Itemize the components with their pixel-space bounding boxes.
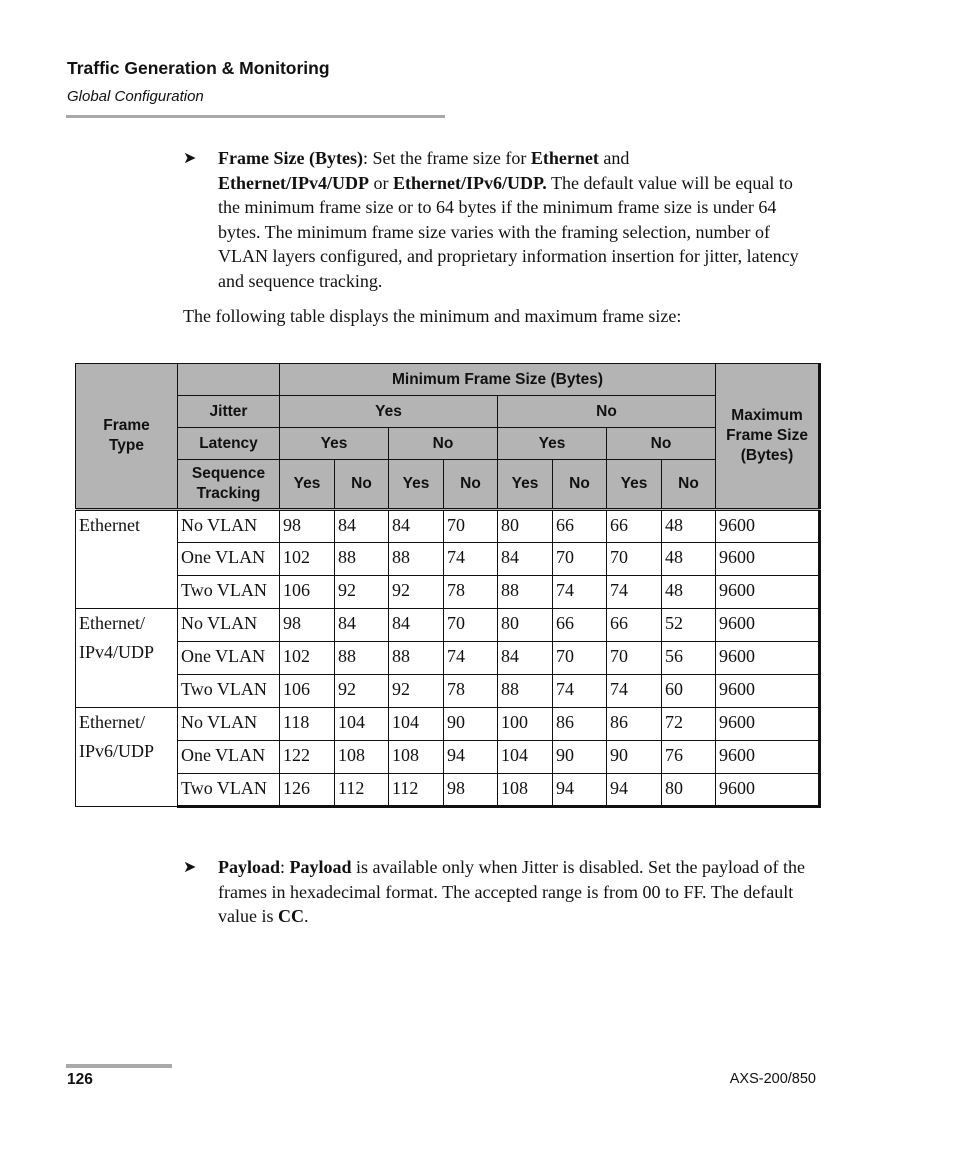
vlan-cell: One VLAN bbox=[178, 543, 280, 576]
value-cell: 80 bbox=[498, 510, 553, 543]
max-cell: 9600 bbox=[716, 708, 820, 741]
frame-type-cell: Ethernet bbox=[76, 510, 178, 609]
footer-rule bbox=[66, 1064, 172, 1068]
value-cell: 102 bbox=[280, 543, 335, 576]
max-cell: 9600 bbox=[716, 543, 820, 576]
value-cell: 84 bbox=[498, 642, 553, 675]
value-cell: 90 bbox=[607, 741, 662, 774]
jitter-label: Jitter bbox=[178, 396, 280, 428]
value-cell: 90 bbox=[444, 708, 498, 741]
latency-value: Yes bbox=[498, 428, 607, 460]
latency-value: No bbox=[607, 428, 716, 460]
value-cell: 66 bbox=[607, 609, 662, 642]
value-cell: 106 bbox=[280, 675, 335, 708]
header-rule bbox=[66, 115, 445, 118]
value-cell: 94 bbox=[553, 774, 607, 807]
value-cell: 70 bbox=[607, 642, 662, 675]
vlan-cell: No VLAN bbox=[178, 708, 280, 741]
frame-size-bullet bbox=[183, 146, 818, 294]
sequence-tracking-label: Sequence Tracking bbox=[178, 460, 280, 510]
value-cell: 76 bbox=[662, 741, 716, 774]
vlan-cell: No VLAN bbox=[178, 510, 280, 543]
seq-value: No bbox=[335, 460, 389, 510]
table-row bbox=[76, 741, 820, 774]
vlan-cell: One VLAN bbox=[178, 642, 280, 675]
frame-type-cell: Ethernet/ IPv6/UDP bbox=[76, 708, 178, 807]
value-cell: 94 bbox=[607, 774, 662, 807]
value-cell: 52 bbox=[662, 609, 716, 642]
value-cell: 70 bbox=[444, 510, 498, 543]
value-cell: 118 bbox=[280, 708, 335, 741]
value-cell: 70 bbox=[607, 543, 662, 576]
seq-value: No bbox=[444, 460, 498, 510]
value-cell: 70 bbox=[444, 609, 498, 642]
table-row bbox=[76, 642, 820, 675]
frame-type-header: Frame Type bbox=[76, 364, 178, 510]
vlan-cell: Two VLAN bbox=[178, 774, 280, 807]
value-cell: 108 bbox=[389, 741, 444, 774]
payload-bullet bbox=[183, 855, 818, 929]
value-cell: 106 bbox=[280, 576, 335, 609]
max-cell: 9600 bbox=[716, 741, 820, 774]
value-cell: 122 bbox=[280, 741, 335, 774]
value-cell: 84 bbox=[498, 543, 553, 576]
term: Frame Size (Bytes) bbox=[218, 148, 363, 168]
value-cell: 88 bbox=[389, 642, 444, 675]
frame-size-table bbox=[75, 363, 821, 808]
latency-label: Latency bbox=[178, 428, 280, 460]
vlan-cell: One VLAN bbox=[178, 741, 280, 774]
vlan-cell: Two VLAN bbox=[178, 576, 280, 609]
max-cell: 9600 bbox=[716, 774, 820, 807]
table-row bbox=[76, 609, 820, 642]
value-cell: 74 bbox=[607, 576, 662, 609]
running-header-title: Traffic Generation & Monitoring bbox=[67, 58, 330, 78]
value-cell: 98 bbox=[280, 510, 335, 543]
page-number: 126 bbox=[67, 1071, 93, 1088]
table-row bbox=[76, 774, 820, 807]
table-row bbox=[76, 675, 820, 708]
value-cell: 92 bbox=[389, 576, 444, 609]
value-cell: 84 bbox=[335, 510, 389, 543]
value-cell: 92 bbox=[335, 576, 389, 609]
value-cell: 74 bbox=[444, 543, 498, 576]
term: Payload bbox=[218, 857, 281, 877]
max-frame-size-header: Maximum Frame Size (Bytes) bbox=[716, 364, 820, 510]
value-cell: 94 bbox=[444, 741, 498, 774]
seq-value: No bbox=[553, 460, 607, 510]
latency-value: No bbox=[389, 428, 498, 460]
value-cell: 98 bbox=[280, 609, 335, 642]
value-cell: 90 bbox=[553, 741, 607, 774]
value-cell: 104 bbox=[389, 708, 444, 741]
value-cell: 126 bbox=[280, 774, 335, 807]
value-cell: 78 bbox=[444, 576, 498, 609]
value-cell: 66 bbox=[607, 510, 662, 543]
value-cell: 60 bbox=[662, 675, 716, 708]
max-cell: 9600 bbox=[716, 510, 820, 543]
jitter-value: No bbox=[498, 396, 716, 428]
frame-type-cell: Ethernet/ IPv4/UDP bbox=[76, 609, 178, 708]
value-cell: 102 bbox=[280, 642, 335, 675]
seq-value: Yes bbox=[607, 460, 662, 510]
value-cell: 48 bbox=[662, 510, 716, 543]
value-cell: 108 bbox=[498, 774, 553, 807]
payload-paragraph: Payload: Payload is available only when Jitter is disabled. Set the payload of the frames in hexadecimal format. The accepted range is from 00 to FF. The default value is CC. bbox=[218, 857, 805, 927]
value-cell: 88 bbox=[335, 642, 389, 675]
value-cell: 78 bbox=[444, 675, 498, 708]
value-cell: 88 bbox=[498, 675, 553, 708]
value-cell: 104 bbox=[498, 741, 553, 774]
value-cell: 74 bbox=[607, 675, 662, 708]
value-cell: 80 bbox=[662, 774, 716, 807]
value-cell: 112 bbox=[335, 774, 389, 807]
table-body bbox=[76, 510, 820, 807]
vlan-cell: Two VLAN bbox=[178, 675, 280, 708]
table-intro-text: The following table displays the minimum and maximum frame size: bbox=[183, 306, 682, 326]
value-cell: 74 bbox=[444, 642, 498, 675]
max-cell: 9600 bbox=[716, 576, 820, 609]
value-cell: 98 bbox=[444, 774, 498, 807]
frame-size-paragraph: Frame Size (Bytes): Set the frame size for Ethernet and Ethernet/IPv4/UDP or Ethernet/IPv6/UDP. The default value will be equal to the minimum frame size or to 64 bytes if the minimum frame size is under 64 bytes. The minimum frame size varies with the framing selection, number of VLAN layers configured, and proprietary information insertion for jitter, latency and sequence tracking. bbox=[218, 148, 799, 291]
value-cell: 70 bbox=[553, 543, 607, 576]
bullet-arrow-icon: ➤ bbox=[183, 148, 197, 167]
seq-value: Yes bbox=[280, 460, 335, 510]
seq-value: Yes bbox=[389, 460, 444, 510]
latency-value: Yes bbox=[280, 428, 389, 460]
value-cell: 56 bbox=[662, 642, 716, 675]
value-cell: 66 bbox=[553, 609, 607, 642]
value-cell: 92 bbox=[389, 675, 444, 708]
value-cell: 112 bbox=[389, 774, 444, 807]
value-cell: 74 bbox=[553, 576, 607, 609]
value-cell: 88 bbox=[498, 576, 553, 609]
table-row bbox=[76, 708, 820, 741]
value-cell: 48 bbox=[662, 576, 716, 609]
jitter-value: Yes bbox=[280, 396, 498, 428]
min-frame-size-header: Minimum Frame Size (Bytes) bbox=[280, 364, 716, 396]
value-cell: 88 bbox=[389, 543, 444, 576]
value-cell: 108 bbox=[335, 741, 389, 774]
max-cell: 9600 bbox=[716, 642, 820, 675]
value-cell: 84 bbox=[389, 609, 444, 642]
max-cell: 9600 bbox=[716, 609, 820, 642]
seq-value: Yes bbox=[498, 460, 553, 510]
value-cell: 104 bbox=[335, 708, 389, 741]
value-cell: 84 bbox=[389, 510, 444, 543]
value-cell: 86 bbox=[553, 708, 607, 741]
value-cell: 48 bbox=[662, 543, 716, 576]
product-name: AXS-200/850 bbox=[729, 1071, 816, 1087]
value-cell: 92 bbox=[335, 675, 389, 708]
table-header bbox=[76, 364, 820, 510]
vlan-cell: No VLAN bbox=[178, 609, 280, 642]
value-cell: 100 bbox=[498, 708, 553, 741]
table-row bbox=[76, 510, 820, 543]
header-blank-cell bbox=[178, 364, 280, 396]
table-row bbox=[76, 543, 820, 576]
seq-value: No bbox=[662, 460, 716, 510]
table-row bbox=[76, 576, 820, 609]
max-cell: 9600 bbox=[716, 675, 820, 708]
value-cell: 88 bbox=[335, 543, 389, 576]
bullet-arrow-icon: ➤ bbox=[183, 857, 197, 876]
running-header-subtitle: Global Configuration bbox=[67, 88, 204, 105]
value-cell: 70 bbox=[553, 642, 607, 675]
value-cell: 80 bbox=[498, 609, 553, 642]
value-cell: 74 bbox=[553, 675, 607, 708]
value-cell: 84 bbox=[335, 609, 389, 642]
value-cell: 72 bbox=[662, 708, 716, 741]
value-cell: 66 bbox=[553, 510, 607, 543]
value-cell: 86 bbox=[607, 708, 662, 741]
